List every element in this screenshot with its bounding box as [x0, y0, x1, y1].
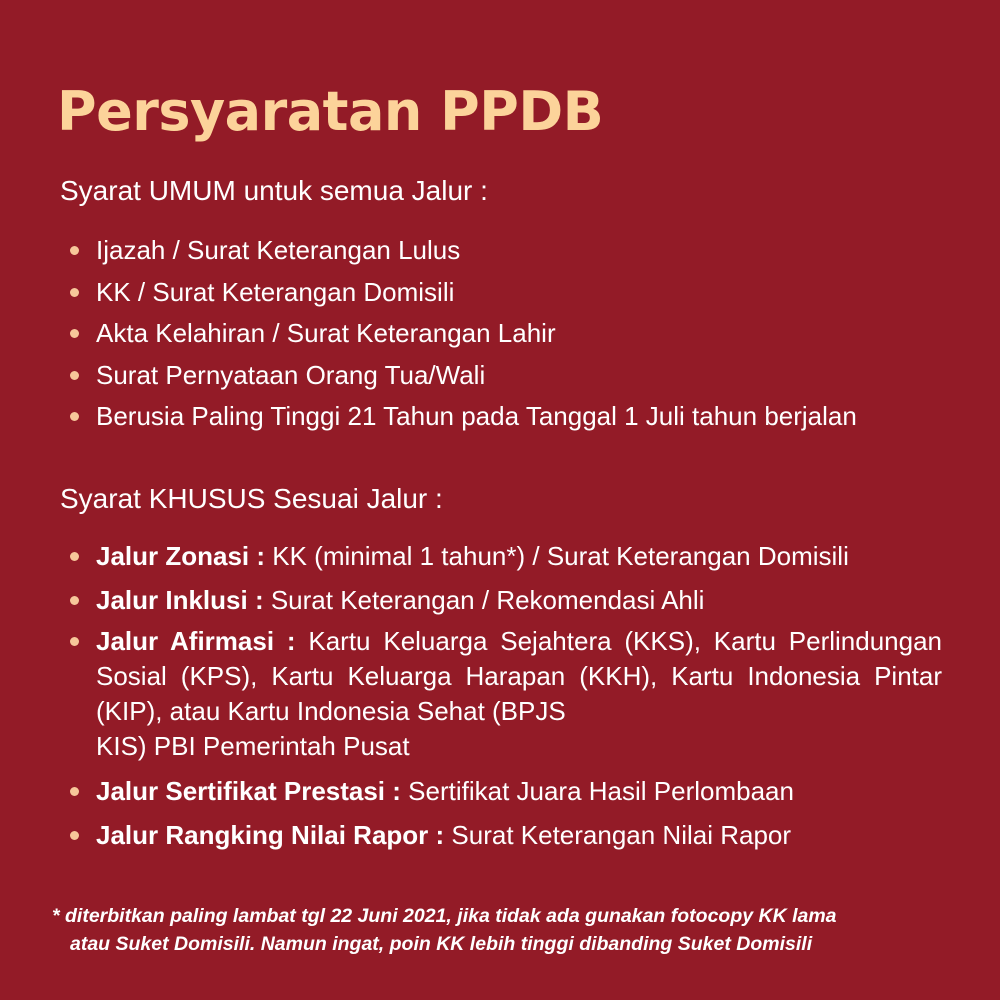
item-paragraph [96, 624, 942, 729]
list-item [66, 273, 857, 315]
item-text: Surat Keterangan Nilai Rapor [444, 819, 792, 850]
item-label: Jalur Inklusi : [96, 584, 264, 615]
item-text-end: KIS) PBI Pemerintah Pusat [96, 731, 410, 761]
list-item-text: KK / Surat Keterangan Domisili [96, 276, 455, 307]
specific-requirements-list [66, 537, 942, 859]
list-item [66, 356, 857, 398]
item-label: Jalur Rangking Nilai Rapor : [96, 819, 445, 850]
item-label: Jalur Zonasi : [96, 541, 266, 571]
bullet-icon [70, 787, 79, 796]
bullet-icon [70, 329, 79, 338]
list-item-afirmasi [66, 624, 942, 764]
list-item [66, 397, 857, 439]
item-text: KK (minimal 1 tahun*) / Surat Keterangan Domisili [265, 541, 849, 571]
specific-requirements-heading: Syarat KHUSUS Sesuai Jalur : [60, 483, 443, 514]
bullet-icon [70, 552, 79, 561]
bullet-icon [70, 246, 79, 255]
general-requirements-heading: Syarat UMUM untuk semua Jalur : [60, 175, 488, 206]
item-label: Jalur Sertifikat Prestasi : [96, 776, 401, 806]
item-label: Jalur Afirmasi : [96, 626, 296, 656]
list-item [66, 231, 857, 273]
list-item-inklusi [66, 581, 942, 619]
bullet-icon [70, 596, 79, 605]
list-item-text: Ijazah / Surat Keterangan Lulus [96, 235, 461, 265]
list-item-text: Akta Kelahiran / Surat Keterangan Lahir [96, 318, 556, 348]
list-item-text: Surat Pernyataan Orang Tua/Wali [96, 359, 486, 390]
bullet-icon [70, 412, 79, 421]
bullet-icon [70, 371, 79, 380]
general-requirements-list [66, 231, 857, 439]
list-item-zonasi [66, 537, 942, 575]
item-text: Surat Keterangan / Rekomendasi Ahli [263, 584, 705, 615]
list-item-rapor [66, 816, 942, 854]
item-text: Sertifikat Juara Hasil Perlombaan [400, 776, 794, 806]
page-title: Persyaratan PPDB [57, 80, 604, 143]
bullet-icon [70, 288, 79, 297]
list-item [66, 314, 857, 356]
footnote-line-2: atau Suket Domisili. Namun ingat, poin KK lebih tinggi dibanding Suket Domisili [70, 933, 813, 955]
footnote-line-1: * diterbitkan paling lambat tgl 22 Juni 2021, jika tidak ada gunakan fotocopy KK lama [52, 905, 837, 927]
list-item-prestasi [66, 772, 942, 810]
bullet-icon [70, 637, 79, 646]
list-item-text: Berusia Paling Tinggi 21 Tahun pada Tanggal 1 Juli tahun berjalan [96, 401, 857, 431]
footnote [52, 902, 952, 958]
item-text: Kartu Keluarga Sejahtera (KKS), Kartu Perlindungan Sosial (KPS), Kartu Keluarga Harapan (KKH), Kartu Indonesia Pintar (KIP), atau Kartu Indonesia Sehat (BPJS [96, 626, 942, 726]
bullet-icon [70, 831, 79, 840]
